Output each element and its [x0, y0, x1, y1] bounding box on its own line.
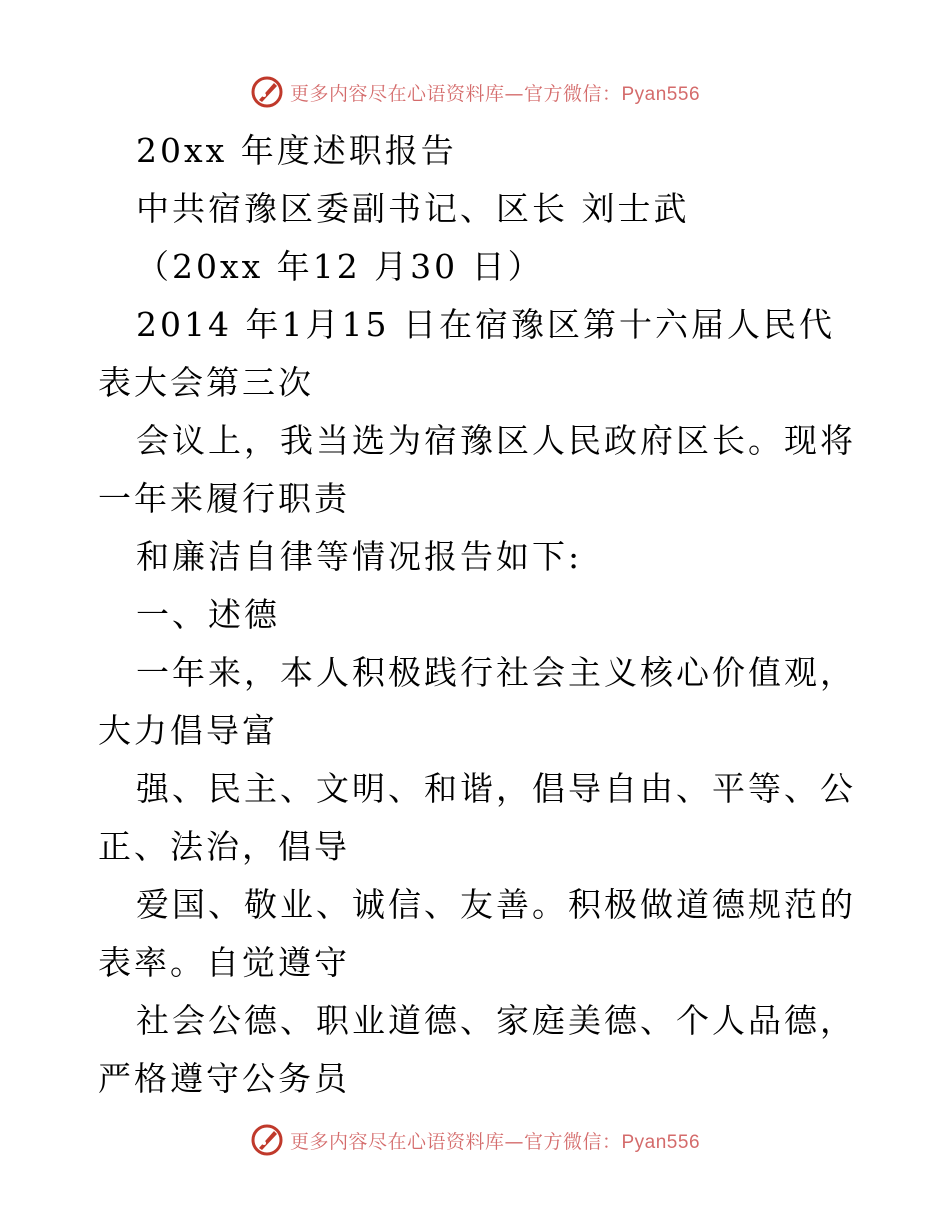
- quill-pen-seal-icon: [250, 75, 284, 109]
- document-body: [98, 122, 858, 1108]
- body-paragraph: 一年来，本人积极践行社会主义核心价值观，大力倡导富: [98, 653, 856, 750]
- watermark-banner-top: [0, 72, 950, 112]
- body-paragraph: 2014 年1月15 日在宿豫区第十六届人民代表大会第三次: [98, 305, 835, 402]
- body-paragraph: 强、民主、文明、和谐，倡导自由、平等、公正、法治，倡导: [98, 769, 856, 866]
- watermark-text: 更多内容尽在心语资料库—官方微信：Pyan556: [289, 82, 701, 105]
- watermark-id: Pyan556: [621, 1131, 701, 1153]
- body-paragraph: 爱国、敬业、诚信、友善。积极做道德规范的表率。自觉遵守: [98, 885, 856, 982]
- body-paragraph: 社会公德、职业道德、家庭美德、个人品德，严格遵守公务员: [98, 1001, 856, 1098]
- watermark-banner-bottom: [0, 1120, 950, 1160]
- author-line: 中共宿豫区委副书记、区长 刘士武: [136, 189, 690, 228]
- watermark-text: 更多内容尽在心语资料库—官方微信：Pyan556: [289, 1130, 701, 1153]
- quill-pen-seal-icon: [250, 1123, 284, 1157]
- body-paragraph: 会议上，我当选为宿豫区人民政府区长。现将一年来履行职责: [98, 421, 856, 518]
- body-paragraph: 和廉洁自律等情况报告如下:: [136, 537, 583, 576]
- document-title: 20xx 年度述职报告: [136, 131, 457, 170]
- date-line: （20xx 年12 月30 日）: [136, 247, 544, 286]
- section-heading: 一、述德: [136, 595, 280, 634]
- watermark-id: Pyan556: [621, 83, 701, 105]
